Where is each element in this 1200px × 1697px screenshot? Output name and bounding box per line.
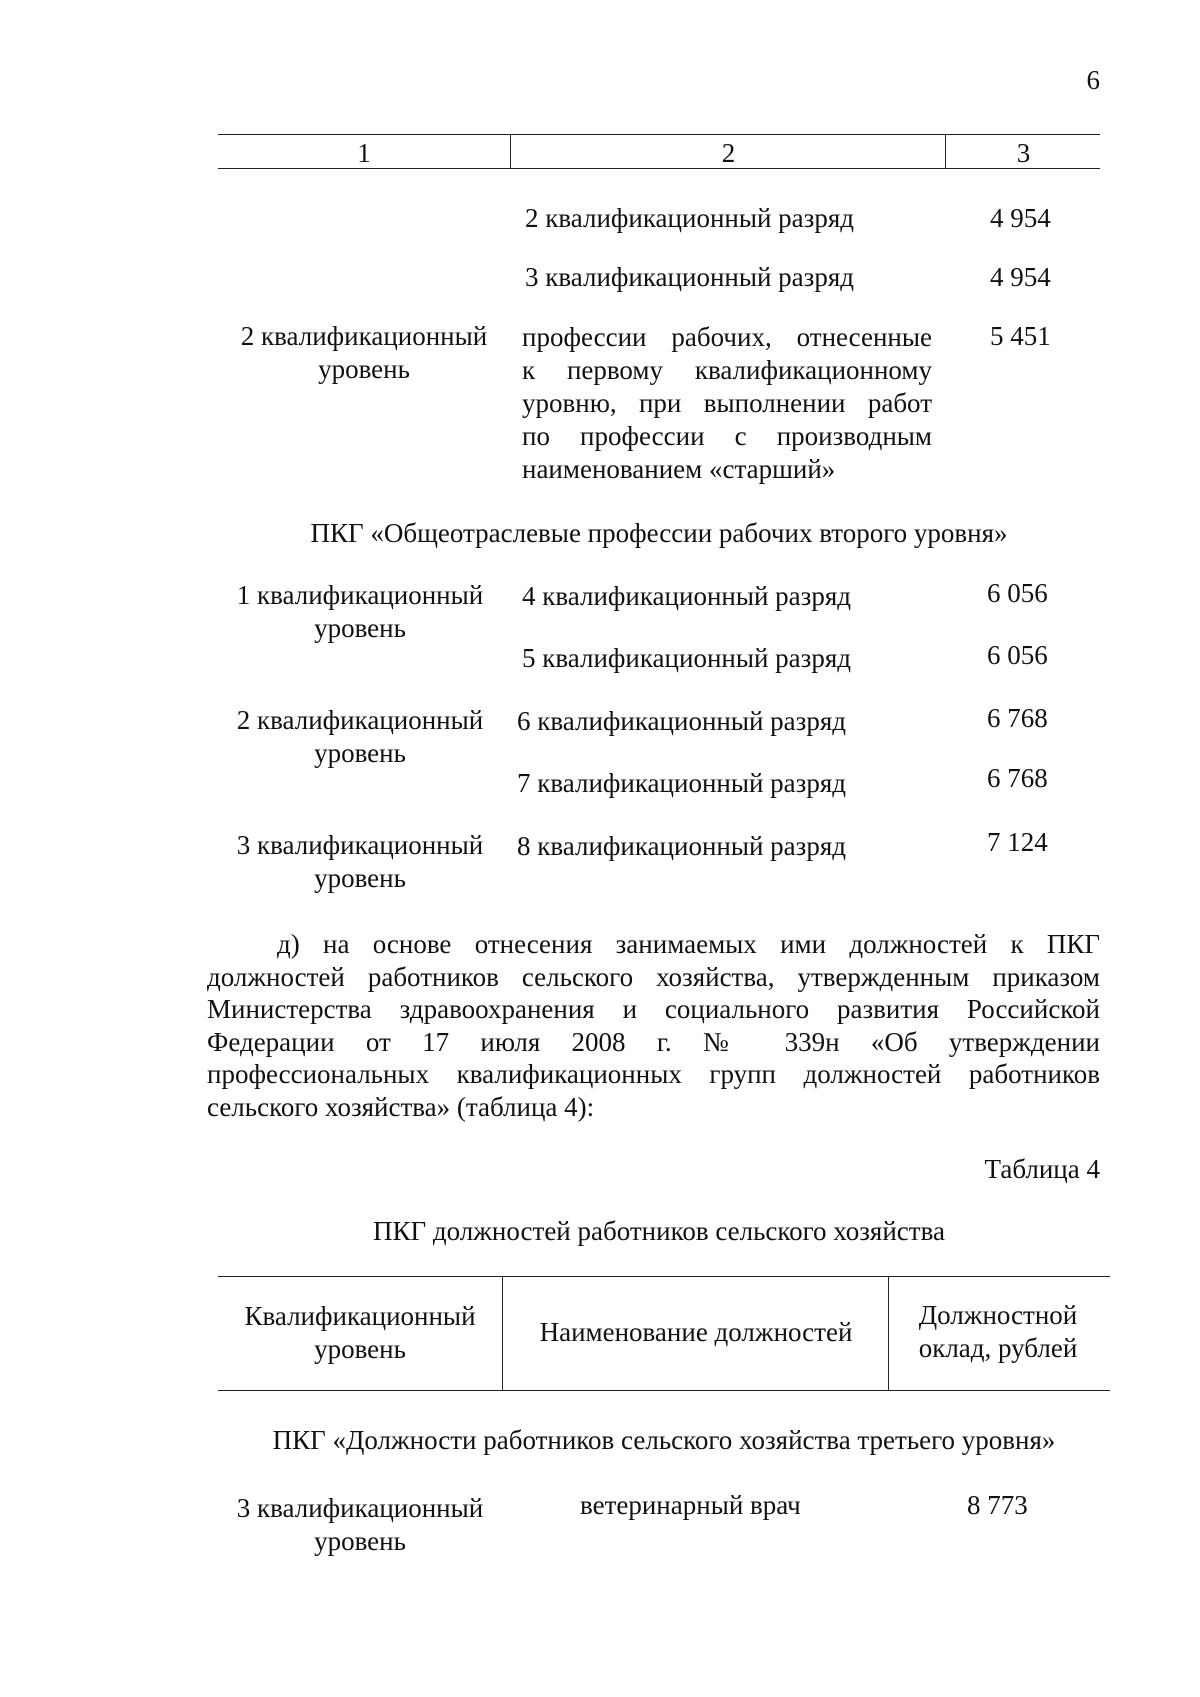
page-number: 6	[1086, 65, 1100, 95]
table-label: Таблица 4	[984, 1154, 1100, 1184]
column-number-2: 2	[721, 138, 736, 168]
position-name: 5 квалификационный разряд	[522, 643, 851, 673]
position-name: 7 квалификационный разряд	[517, 768, 846, 798]
pkg-title: ПКГ «Должности работников сельского хозяйства третьего уровня»	[272, 1425, 1056, 1455]
table-top-rule	[218, 134, 1100, 135]
salary-value: 5 451	[990, 321, 1051, 351]
position-name: 8 квалификационный разряд	[517, 831, 846, 861]
position-name: 2 квалификационный разряд	[525, 203, 854, 233]
table-header-bottom-rule	[218, 1390, 1110, 1391]
salary-value: 6 056	[987, 578, 1048, 608]
qualification-level: 3 квалификационный уровень	[236, 1493, 484, 1556]
salary-value: 6 768	[987, 703, 1048, 733]
qualification-level: 2 квалификационный уровень	[236, 705, 484, 768]
salary-value: 7 124	[987, 827, 1048, 857]
salary-value: 4 954	[990, 203, 1051, 233]
position-name: ветеринарный врач	[580, 1490, 801, 1520]
table-title: ПКГ должностей работников сельского хозяйства	[373, 1216, 945, 1246]
column-divider	[502, 1276, 503, 1390]
header-position-name: Наименование должностей	[539, 1317, 853, 1347]
header-qualification-level: Квалификационный уровень	[244, 1301, 476, 1364]
column-number-1: 1	[357, 138, 371, 168]
qualification-level: 2 квалификационный уровень	[240, 321, 488, 384]
qualification-level: 3 квалификационный уровень	[236, 830, 484, 893]
salary-value: 6 056	[987, 640, 1048, 670]
position-name: 3 квалификационный разряд	[525, 262, 854, 292]
pkg-title: ПКГ «Общеотраслевые профессии рабочих второго уровня»	[310, 518, 1008, 548]
column-number-3: 3	[1016, 138, 1031, 168]
qualification-level: 1 квалификационный уровень	[236, 580, 484, 643]
header-salary: Должностной оклад, рублей	[918, 1300, 1078, 1363]
salary-value: 8 773	[967, 1490, 1028, 1520]
position-description: профессии рабочих, отнесенные к первому квалификационному уровню, при выполнении работ по профессии с производным наименованием «старший»	[522, 322, 932, 484]
column-divider	[945, 134, 946, 168]
column-divider	[888, 1276, 889, 1390]
salary-value: 6 768	[987, 763, 1048, 793]
salary-value: 4 954	[990, 262, 1051, 292]
table-top-rule	[218, 1276, 1110, 1277]
column-divider	[510, 134, 511, 168]
position-name: 6 квалификационный разряд	[517, 706, 846, 736]
position-name: 4 квалификационный разряд	[522, 581, 851, 611]
paragraph-d: д) на основе отнесения занимаемых ими должностей к ПКГ должностей работников сельского хозяйства, утвержденным приказом Министерства здравоохранения и социального развития Российской Федерации от 17 июля 2008 г. № 339н «Об утверждении профессиональных квалификационных групп должностей работников сельского хозяйства» (таблица 4):	[207, 929, 1100, 1122]
